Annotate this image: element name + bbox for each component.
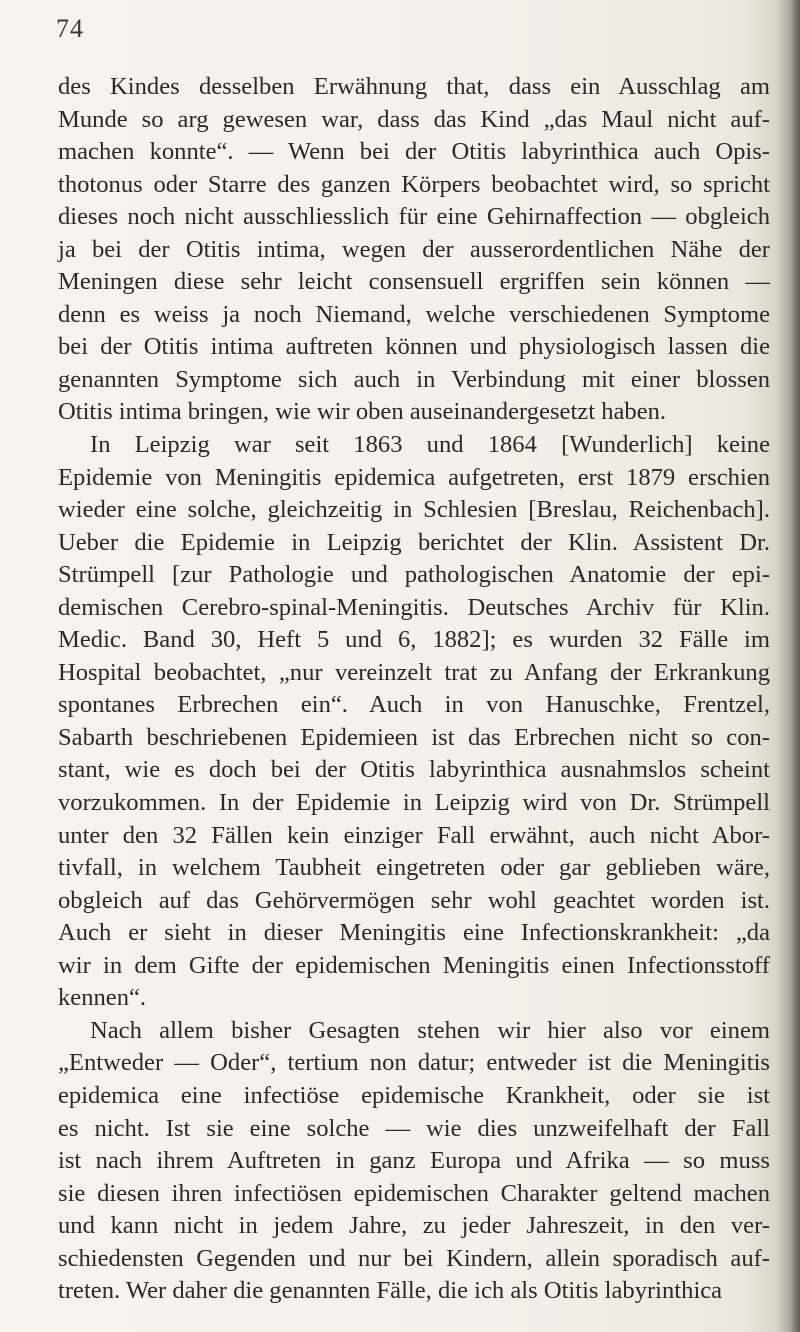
text-line: dieses noch nicht ausschliesslich für eine Gehirnaffection — obgleich [58, 203, 770, 231]
page-edge-shadow [790, 0, 800, 1332]
text-line: demischen Cerebro-spinal-Meningitis. Deutsches Archiv für Klin. [58, 593, 770, 621]
text-line: Hospital beobachtet, „nur vereinzelt trat zu Anfang der Erkrankung [58, 658, 770, 686]
text-line: Munde so arg gewesen war, dass das Kind „das Maul nicht auf- [58, 105, 770, 133]
text-line: sie diesen ihren infectiösen epidemischen Charakter geltend machen [58, 1179, 770, 1207]
text-line: spontanes Erbrechen ein“. Auch in von Hanuschke, Frentzel, [58, 691, 770, 719]
text-line: Medic. Band 30, Heft 5 und 6, 1882]; es wurden 32 Fälle im [58, 626, 770, 654]
text-line: Ueber die Epidemie in Leipzig berichtet der Klin. Assistent Dr. [58, 528, 770, 556]
text-line: Auch er sieht in dieser Meningitis eine Infectionskrankheit: „da [58, 919, 770, 947]
text-line: ja bei der Otitis intima, wegen der ausserordentlichen Nähe der [58, 235, 770, 263]
text-line: wieder eine solche, gleichzeitig in Schlesien [Breslau, Reichenbach]. [58, 496, 770, 524]
text-line: des Kindes desselben Erwähnung that, dass ein Ausschlag am [58, 73, 770, 100]
text-line: In Leipzig war seit 1863 und 1864 [Wunderlich] keine [90, 431, 770, 459]
text-line: bei der Otitis intima auftreten können und physiologisch lassen die [58, 333, 770, 361]
text-line: obgleich auf das Gehörvermögen sehr wohl geachtet worden ist. [58, 886, 770, 914]
text-line: Strümpell [zur Pathologie und pathologischen Anatomie der epi- [58, 561, 770, 589]
text-line: wir in dem Gifte der epidemischen Meningitis einen Infectionsstoff [58, 951, 770, 979]
text-line: tivfall, in welchem Taubheit eingetreten oder gar geblieben wäre, [58, 854, 770, 882]
text-line: Otitis intima bringen, wie wir oben auseinandergesetzt haben. [58, 398, 667, 426]
text-line: unter den 32 Fällen kein einziger Fall erwähnt, auch nicht Abor- [58, 821, 770, 849]
text-line: thotonus oder Starre des ganzen Körpers beobachtet wird, so spricht [58, 170, 770, 198]
text-line: epidemica eine infectiöse epidemische Krankheit, oder sie ist [58, 1081, 770, 1109]
text-line: vorzukommen. In der Epidemie in Leipzig wird von Dr. Strümpell [58, 789, 770, 817]
text-line: ist nach ihrem Auftreten in ganz Europa und Afrika — so muss [58, 1147, 770, 1175]
text-line: denn es weiss ja noch Niemand, welche verschiedenen Symptome [58, 300, 770, 328]
text-line: Nach allem bisher Gesagten stehen wir hier also vor einem [90, 1016, 770, 1044]
page-number: 74 [56, 14, 84, 43]
text-line: kennen“. [58, 984, 147, 1012]
text-line: und kann nicht in jedem Jahre, zu jeder Jahreszeit, in den ver- [58, 1212, 770, 1240]
text-line: genannten Symptome sich auch in Verbindung mit einer blossen [58, 365, 770, 393]
text-line: schiedensten Gegenden und nur bei Kindern, allein sporadisch auf- [58, 1244, 770, 1272]
text-line: stant, wie es doch bei der Otitis labyrinthica ausnahmslos scheint [58, 756, 770, 784]
text-line: Sabarth beschriebenen Epidemieen ist das Erbrechen nicht so con- [58, 723, 770, 751]
text-line: Meningen diese sehr leicht consensuell ergriffen sein können — [58, 268, 770, 296]
text-line: machen konnte“. — Wenn bei der Otitis labyrinthica auch Opis- [58, 138, 770, 166]
body-text [58, 71, 770, 1308]
text-line: Epidemie von Meningitis epidemica aufgetreten, erst 1879 erschien [58, 463, 770, 491]
text-line: „Entweder — Oder“, tertium non datur; entweder ist die Meningitis [58, 1049, 770, 1077]
text-line: treten. Wer daher die genannten Fälle, die ich als Otitis labyrinthica [58, 1277, 723, 1305]
text-line: es nicht. Ist sie eine solche — wie dies unzweifelhaft der Fall [58, 1114, 770, 1142]
